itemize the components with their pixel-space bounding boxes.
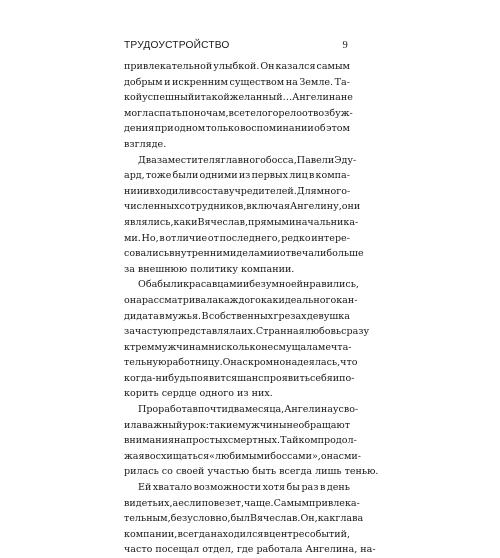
text-line: численных сотрудников, включая Ангелину, они [124, 201, 361, 213]
text-line: ми. Но, в отличие от последнего, редко интере- [124, 232, 350, 244]
paragraph [124, 153, 364, 278]
text-line: Ей хватало возможности хотя бы раз в день [138, 482, 350, 494]
text-line: Два заместителя главного босса, Павел и Эду- [138, 154, 357, 166]
text-line: дидата в мужья. В собственных грезах девушка [124, 310, 350, 322]
text-line: часто посещал отдел, где работала Ангелина, на- [124, 544, 376, 556]
text-line: дения при одном только воспоминании об этом [124, 123, 350, 135]
text-line: к трем мужчинам нисколько не смущала мечта- [124, 341, 352, 353]
text-line: привлекательной улыбкой. Он казался самым [124, 61, 350, 72]
text-line: могла спать по ночам, все тело горело от возбуж- [124, 107, 353, 119]
text-line: кой успешный и такой желанный… Ангелина не [124, 92, 353, 104]
text-line: являлись, как и Вячеслав, прямыми начальника- [124, 216, 359, 228]
text-line: внимания на простых смертных. Тайком продол- [124, 435, 357, 447]
text-line: взгляде. [124, 138, 167, 150]
text-line: совались внутренними делами и отвечали больше [124, 248, 364, 260]
chapter-title: ТРУДОУСТРОЙСТВО [124, 40, 230, 51]
text-line: добрым и искренним существом на Земле. Та- [124, 76, 350, 88]
text-line: Оба были красавцами и безумно ей нравились, [138, 279, 359, 291]
text-line: тельную работницу. Она скромно надеялась, что [124, 357, 358, 369]
paragraph [124, 480, 376, 558]
text-line: она рассматривала каждого как идеального кан- [124, 294, 358, 306]
running-head [124, 40, 350, 56]
text-line: ила важный урок: такие мужчины не обращают [124, 419, 350, 431]
text-line: видеть их, а если повезет, чаще. Самым привлека- [124, 497, 360, 509]
book-page [124, 40, 379, 558]
text-line: корить сердце одного из них. [124, 388, 273, 400]
text-line: ард, тоже были одними из первых лиц в компа- [124, 170, 350, 182]
page-number: 9 [342, 40, 348, 51]
text-line: когда-нибудь появится шанс проявить себя и по- [124, 372, 355, 384]
text-line: компании, всегда находился в центре событий, [124, 528, 350, 540]
text-line: нии и входили в состав учредителей. Для много- [124, 185, 351, 197]
paragraph [124, 277, 370, 402]
text-line: тельным, безусловно, был Вячеслав. Он, как глава [124, 513, 364, 525]
text-line: жая восхищаться «любимыми боссами», она сми- [124, 450, 362, 462]
text-line: рилась со своей участью быть всегда лишь тенью. [124, 466, 379, 478]
paragraph [124, 59, 353, 153]
paragraph [124, 402, 379, 480]
body-text [124, 59, 379, 558]
text-line: Проработав почти два месяца, Ангелина усво- [138, 404, 359, 416]
text-line: за внешнюю политику компании. [124, 263, 295, 275]
text-line: зачастую представляла их. Странная любовь сразу [124, 326, 370, 338]
